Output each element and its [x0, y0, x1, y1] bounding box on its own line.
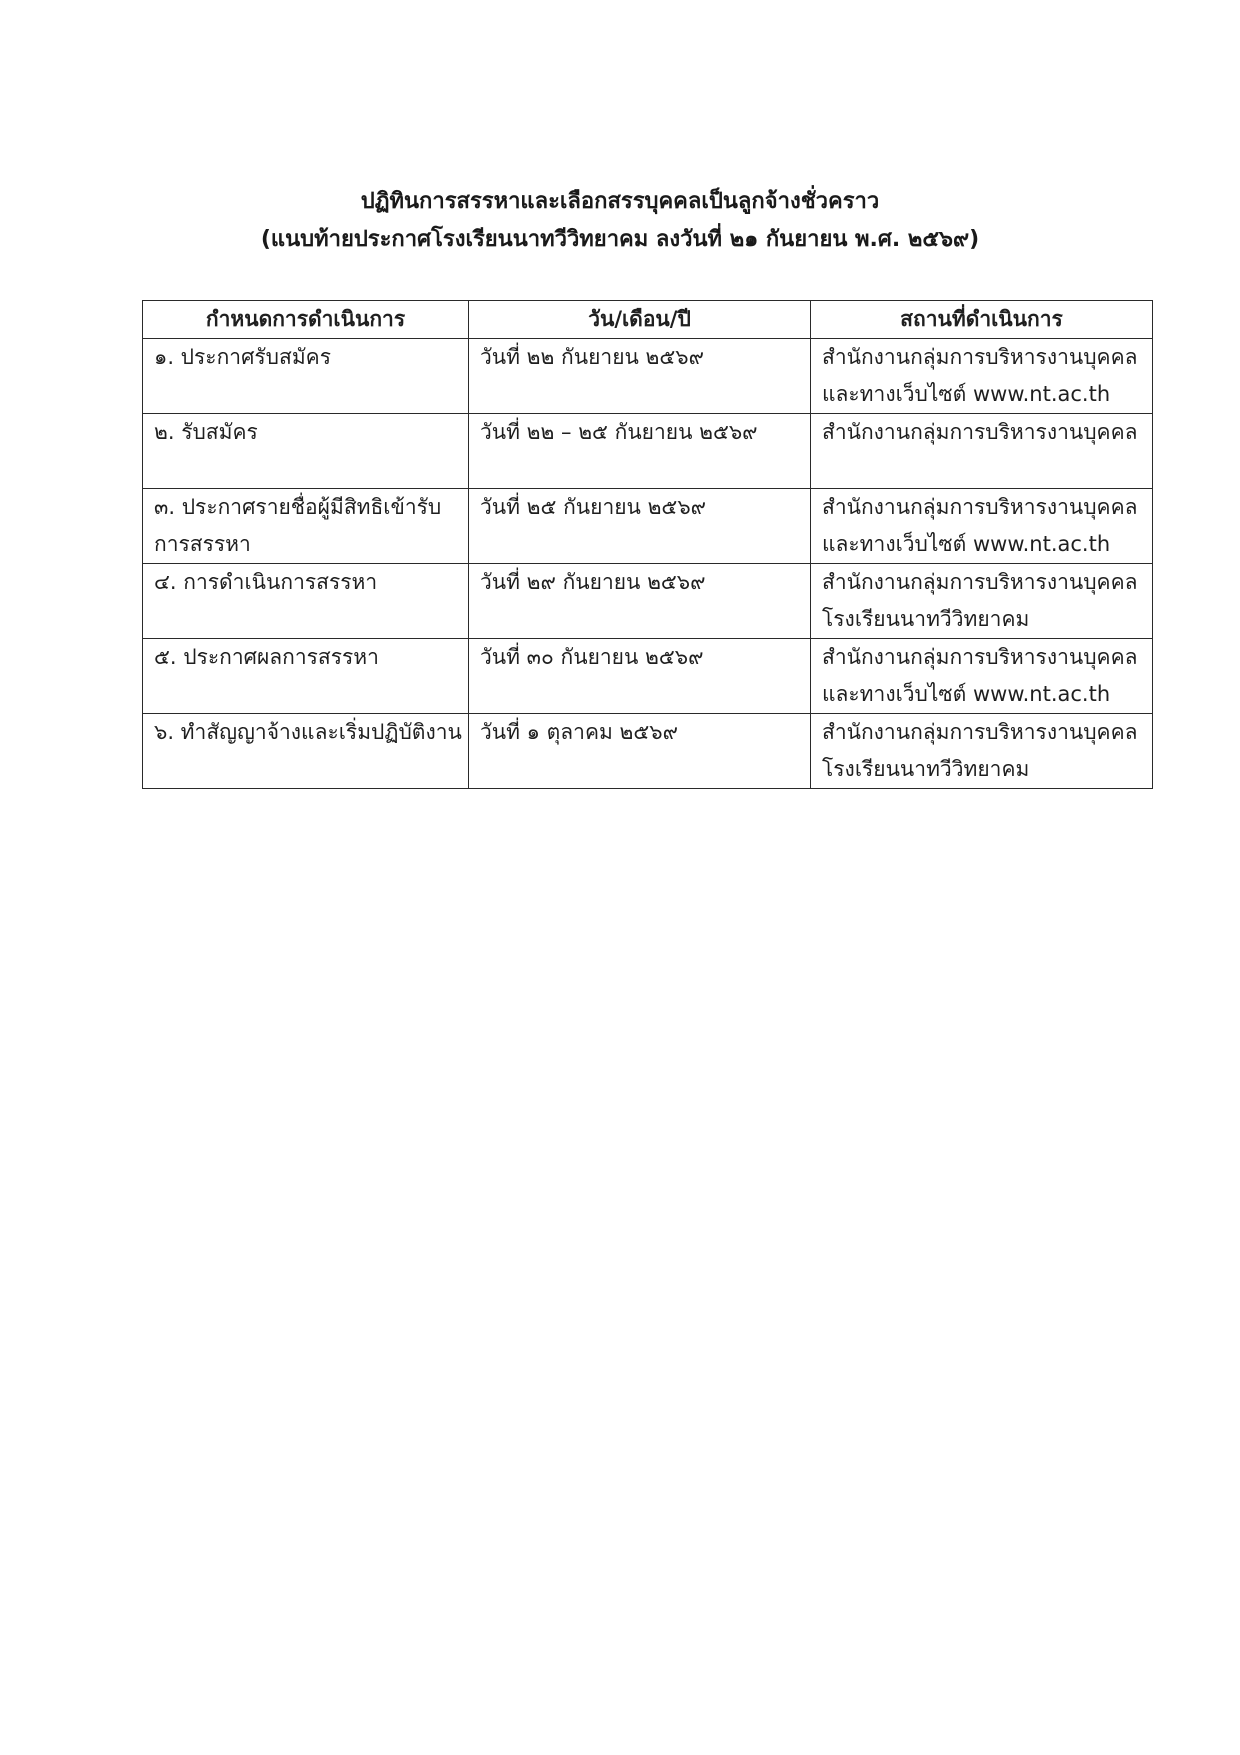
date-text: วันที่ ๒๕ กันยายน ๒๕๖๙	[480, 495, 707, 519]
table-header-row	[143, 301, 1153, 339]
document-subtitle: (แนบท้ายประกาศโรงเรียนนาทวีวิทยาคม ลงวันที่ ๒๑ กันยายน พ.ศ. ๒๕๖๙)	[260, 227, 980, 252]
date-text: วันที่ ๑ ตุลาคม ๒๕๖๙	[480, 720, 678, 744]
place-text: สำนักงานกลุ่มการบริหารงานบุคคล	[822, 570, 1138, 594]
step-cell	[143, 564, 469, 639]
table-row	[143, 414, 1153, 489]
step-text: ๓. ประกาศรายชื่อผู้มีสิทธิเข้ารับ	[154, 495, 442, 519]
date-cell	[469, 564, 811, 639]
date-cell	[469, 714, 811, 789]
date-text: วันที่ ๓๐ กันยายน ๒๕๖๙	[480, 645, 704, 669]
step-cell	[143, 714, 469, 789]
place-cell	[811, 564, 1153, 639]
date-text: วันที่ ๒๙ กันยายน ๒๕๖๙	[480, 570, 706, 594]
schedule-table	[142, 300, 1153, 789]
step-text: ๕. ประกาศผลการสรรหา	[154, 645, 379, 669]
step-cell	[143, 489, 469, 564]
place-text: สำนักงานกลุ่มการบริหารงานบุคคล	[822, 495, 1138, 519]
table-row	[143, 564, 1153, 639]
step-text-cont: การสรรหา	[154, 532, 251, 556]
place-cell	[811, 414, 1153, 489]
step-cell	[143, 639, 469, 714]
table-row	[143, 639, 1153, 714]
place-text: สำนักงานกลุ่มการบริหารงานบุคคล	[822, 345, 1138, 369]
step-cell	[143, 339, 469, 414]
place-text: สำนักงานกลุ่มการบริหารงานบุคคล	[822, 645, 1138, 669]
step-text: ๖. ทำสัญญาจ้างและเริ่มปฏิบัติงาน	[154, 720, 462, 744]
date-cell	[469, 414, 811, 489]
header-place: สถานที่ดำเนินการ	[811, 301, 1153, 339]
place-text: สำนักงานกลุ่มการบริหารงานบุคคล	[822, 420, 1138, 444]
place-text-cont: และทางเว็บไซต์ www.nt.ac.th	[822, 682, 1111, 706]
step-cell	[143, 414, 469, 489]
header-date: วัน/เดือน/ปี	[469, 301, 811, 339]
header-step: กำหนดการดำเนินการ	[143, 301, 469, 339]
place-text-cont: และทางเว็บไซต์ www.nt.ac.th	[822, 382, 1111, 406]
place-cell	[811, 339, 1153, 414]
place-text-cont: และทางเว็บไซต์ www.nt.ac.th	[822, 532, 1111, 556]
date-cell	[469, 339, 811, 414]
step-text: ๑. ประกาศรับสมัคร	[154, 345, 332, 369]
place-cell	[811, 714, 1153, 789]
place-text-cont: โรงเรียนนาทวีวิทยาคม	[822, 607, 1030, 631]
table-row	[143, 489, 1153, 564]
table-row	[143, 339, 1153, 414]
table-row	[143, 714, 1153, 789]
date-text: วันที่ ๒๒ – ๒๕ กันยายน ๒๕๖๙	[480, 420, 758, 444]
date-text: วันที่ ๒๒ กันยายน ๒๕๖๙	[480, 345, 704, 369]
step-text: ๒. รับสมัคร	[154, 420, 258, 444]
place-cell	[811, 489, 1153, 564]
place-text: สำนักงานกลุ่มการบริหารงานบุคคล	[822, 720, 1138, 744]
place-cell	[811, 639, 1153, 714]
document-title: ปฏิทินการสรรหาและเลือกสรรบุคคลเป็นลูกจ้างชั่วคราว	[360, 189, 880, 214]
date-cell	[469, 489, 811, 564]
step-text: ๔. การดำเนินการสรรหา	[154, 570, 378, 594]
place-text-cont: โรงเรียนนาทวีวิทยาคม	[822, 757, 1030, 781]
date-cell	[469, 639, 811, 714]
